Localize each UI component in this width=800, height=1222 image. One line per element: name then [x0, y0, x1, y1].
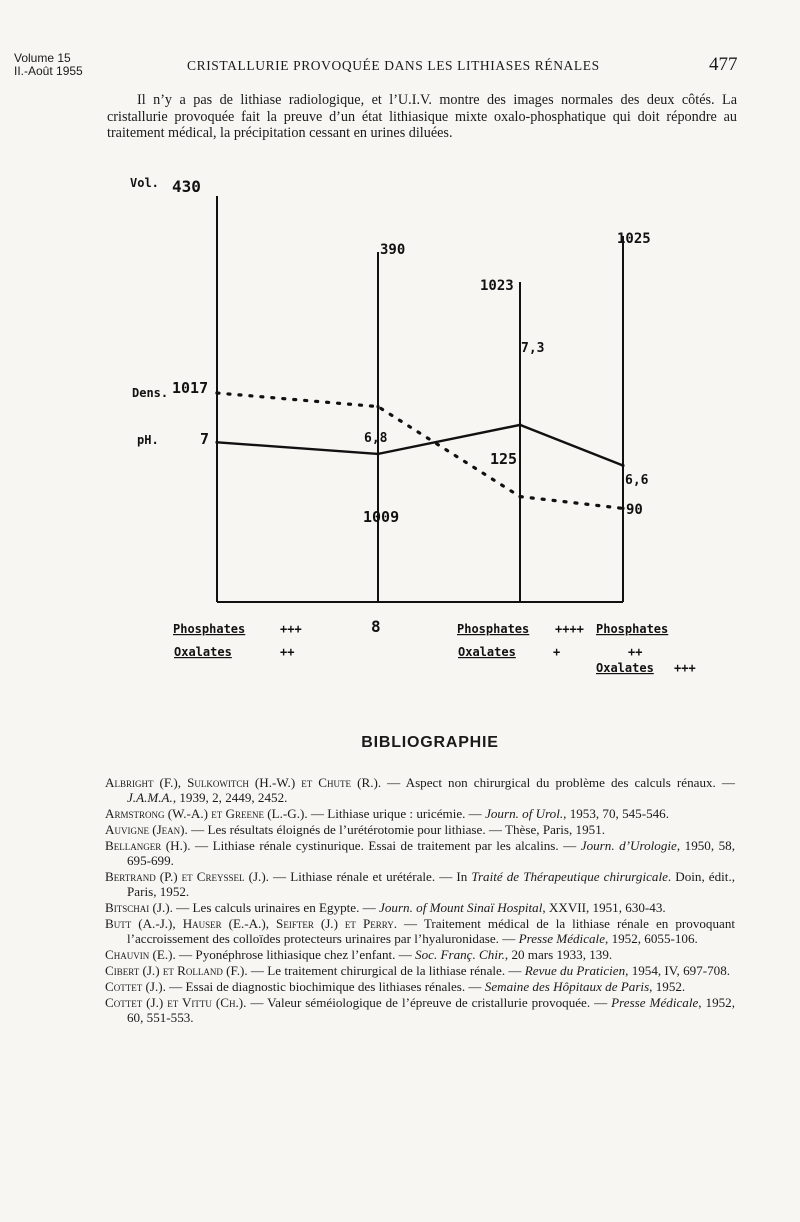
bib-text: — Aspect non chirurgical du problème des calculs rénaux. — — [381, 775, 735, 790]
vol-point-label: 390 — [380, 242, 406, 258]
bib-source: Journ. of Urol. — [485, 806, 564, 822]
vol-point-label: 430 — [172, 177, 201, 196]
ph-point-label: 6,6 — [625, 473, 649, 488]
dens-point-label: 1025 — [617, 231, 651, 247]
bibliography-list — [105, 775, 735, 1026]
ph-axis-label: pH. — [137, 433, 159, 447]
oxalates-label: Oxalates — [458, 645, 516, 659]
bib-authors: Chauvin (E.). — [105, 947, 176, 963]
bib-text: — Essai de diagnostic biochimique des lithiases rénales. — — [165, 978, 485, 994]
bibliography-entry — [105, 822, 735, 837]
bibliography-entry — [105, 963, 735, 978]
phosphates-level: ++++ — [555, 622, 584, 636]
bib-text: — Les calculs urinaires en Egypte. — — [172, 900, 380, 916]
bib-authors: Cottet (J.) et Vittu (Ch.). — [105, 994, 247, 1010]
phosphates-label: Phosphates — [457, 622, 530, 636]
bibliography-entry — [105, 838, 735, 868]
data-point — [215, 391, 218, 394]
bibliography-heading: BIBLIOGRAPHIE — [361, 734, 499, 751]
ph-point-label: 7 — [200, 430, 210, 448]
bib-source: Revue du Praticien — [524, 962, 626, 978]
volume-line: Volume 15 — [14, 51, 71, 65]
bib-details: , 1952. — [649, 978, 686, 994]
bib-details: , 1954, IV, 697-708. — [625, 962, 731, 978]
dens-point-label: 1023 — [480, 278, 514, 294]
bib-text: — Traitement médical de la lithiase rénale en provoquant l’accroissement des colloïdes protecteurs urinaires par l’hyaluronidase. — — [127, 915, 735, 947]
bib-text: — Lithiase urique : uricémie. — — [307, 806, 486, 822]
ph-point-label: 7,3 — [521, 341, 545, 356]
bibliography-entry — [105, 916, 735, 946]
bib-text: — Lithiase rénale cystinurique. Essai de traitement par les alcalins. — — [190, 837, 581, 853]
bib-text: — Lithiase rénale et urétérale. — In — [268, 868, 472, 884]
page-number: 477 — [709, 54, 738, 75]
bib-text: — Pyonéphrose lithiasique chez l’enfant. — — [175, 947, 416, 963]
series-line-ph — [217, 425, 623, 466]
bib-source: J.A.M.A. — [127, 790, 173, 806]
bib-details: , 1952, 60, 551-553. — [127, 994, 735, 1025]
bib-authors: Bertrand (P.) et Creyssel (J.). — [105, 868, 269, 884]
bottom-mark: 8 — [371, 617, 381, 636]
data-point — [518, 495, 521, 498]
bibliography-entry — [105, 979, 735, 994]
series-layer — [215, 391, 624, 690]
bib-text: — Valeur séméiologique de l’épreuve de cristallurie provoquée. — — [246, 994, 612, 1010]
intro-paragraph: Il n’y a pas de lithiase radiologique, et l’U.I.V. montre des images normales des deux côtés. La cristallurie provoquée fait la preuve d’un état lithiasique mixte oxalo-phosphatique qui doit répondre au traitement médical, la précipitation cessant en urines diluées. — [107, 92, 737, 141]
dens-point-label: 1017 — [172, 379, 209, 397]
data-point — [621, 507, 624, 510]
bib-details: , XXVII, 1951, 630-43. — [542, 900, 666, 916]
data-point — [215, 441, 218, 444]
phosphates-label: Phosphates — [596, 622, 669, 636]
data-point — [621, 464, 624, 467]
oxalates-label: Oxalates — [174, 645, 232, 659]
phosphates-level: ++ — [628, 645, 643, 659]
oxalates-level: ++ — [280, 645, 295, 659]
bibliography-entry — [105, 775, 735, 805]
bib-authors: Bellanger (H.). — [105, 837, 191, 853]
bibliography-entry — [105, 900, 735, 915]
bib-text: — Le traitement chirurgical de la lithiase rénale. — — [247, 962, 525, 978]
bib-details: , 1953, 70, 545-546. — [563, 806, 669, 822]
bib-source: Journ. d’Urologie — [580, 837, 677, 853]
bib-source: Semaine des Hôpitaux de Paris — [484, 978, 650, 994]
bib-details: , 20 mars 1933, 139. — [504, 947, 613, 963]
volume-info — [14, 52, 83, 78]
bib-details: . Doin, édit., Paris, 1952. — [127, 868, 735, 900]
bib-source: Traité de Thérapeutique chirurgicale — [471, 868, 668, 884]
series-line-vol — [217, 393, 623, 508]
cristallurie-chart — [0, 160, 800, 690]
bibliography-entry — [105, 947, 735, 962]
issue-line: II.-Août 1955 — [14, 64, 83, 78]
bib-authors: Cibert (J.) et Rolland (F.). — [105, 962, 248, 978]
bib-details: , 1939, 2, 2449, 2452. — [172, 790, 288, 806]
running-title: CRISTALLURIE PROVOQUÉE DANS LES LITHIASES RÉNALES — [187, 58, 600, 73]
bib-source: Journ. of Mount Sinaï Hospital — [379, 900, 543, 916]
oxalates-label: Oxalates — [596, 661, 654, 675]
dens-axis-label: Dens. — [132, 386, 169, 400]
bib-source: Presse Médicale — [611, 994, 699, 1010]
data-point — [376, 452, 379, 455]
bib-source: Presse Médicale — [518, 931, 606, 947]
bib-source: Soc. Franç. Chir. — [415, 947, 505, 963]
bib-details: , 1952, 6055-106. — [605, 931, 698, 947]
phosphates-level: +++ — [280, 622, 302, 636]
vol-point-label: 90 — [626, 502, 643, 518]
bib-authors: Bitschai (J.). — [105, 900, 173, 916]
bibliography-entry — [105, 869, 735, 899]
bibliography-entry — [105, 995, 735, 1025]
oxalates-level: +++ — [674, 661, 696, 675]
bibliography-entry — [105, 806, 735, 821]
dens-point-label: 1009 — [363, 508, 400, 526]
ph-point-label: 6,8 — [364, 431, 388, 446]
bib-authors: Albright (F.), Sulkowitch (H.-W.) et Chute (R.). — [105, 775, 382, 790]
bib-text: — Les résultats éloignés de l’urétérotomie pour lithiase. — Thèse, Paris, 1951. — [187, 821, 606, 837]
chart-frame — [217, 196, 623, 602]
phosphates-label: Phosphates — [173, 622, 246, 636]
data-point — [518, 423, 521, 426]
bib-authors: Auvigne (Jean). — [105, 821, 188, 837]
oxalates-level: + — [553, 645, 561, 659]
data-point — [376, 405, 379, 408]
bib-authors: Butt (A.-J.), Hauser (E.-A.), Seifter (J.) et Perry. — [105, 915, 398, 931]
vol-point-label: 125 — [490, 450, 518, 468]
bib-authors: Armstrong (W.-A.) et Greene (L.-G.). — [105, 806, 308, 822]
bib-authors: Cottet (J.). — [105, 978, 166, 994]
vol-axis-label: Vol. — [130, 176, 159, 190]
bib-details: , 1950, 58, 695-699. — [127, 837, 736, 869]
